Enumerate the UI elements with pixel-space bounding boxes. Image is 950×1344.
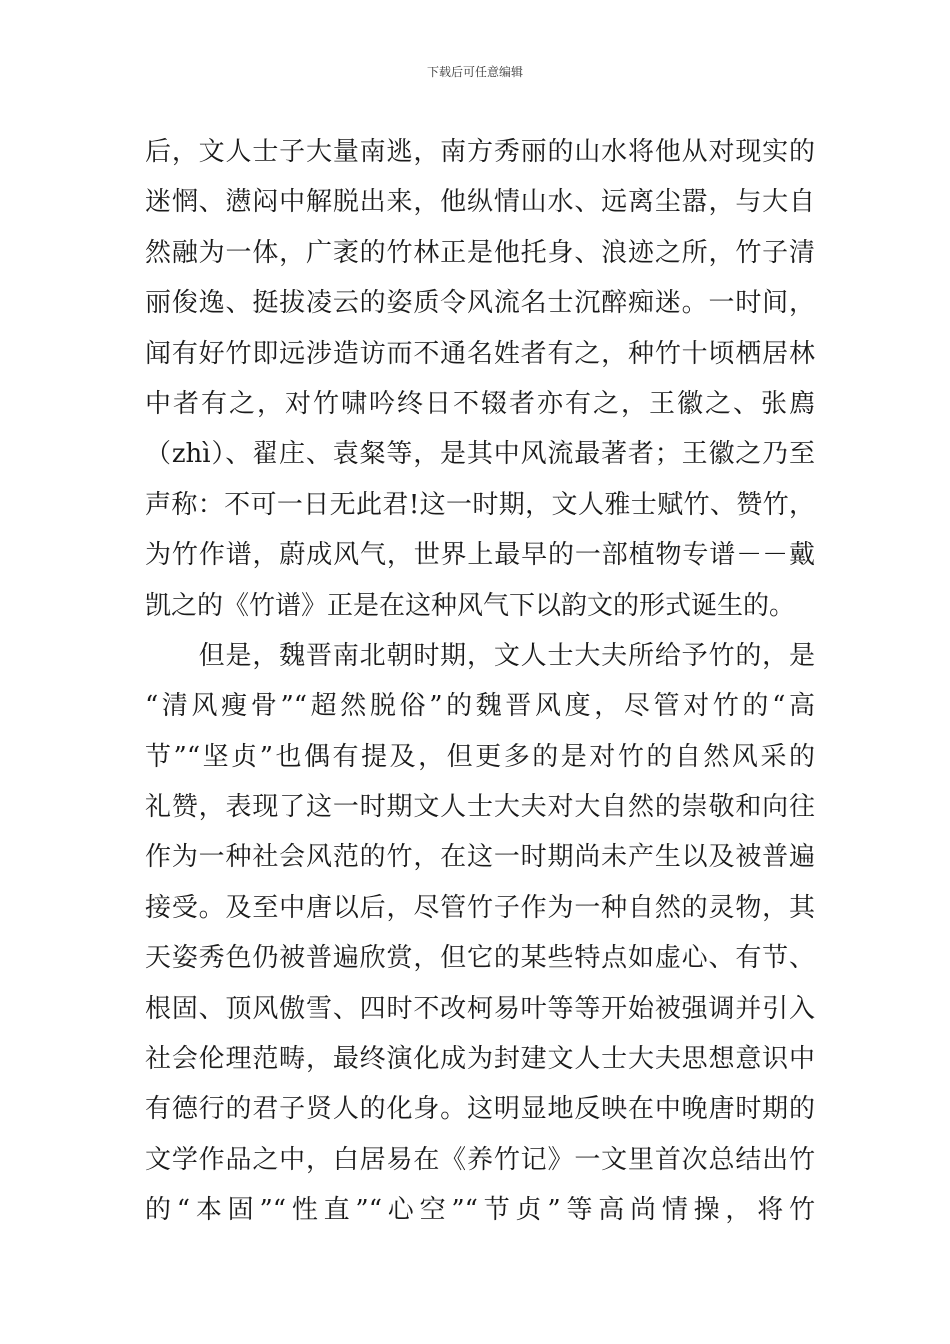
document-body bbox=[145, 127, 815, 1236]
text-line: 根固、顶风傲雪、四时不改柯易叶等等开始被强调并引入 bbox=[145, 993, 815, 1024]
text-line: 丽俊逸、挺拔凌云的姿质令风流名士沉醉痴迷。一时间， bbox=[145, 288, 815, 319]
paragraph-2 bbox=[145, 631, 815, 1236]
text-line: 礼赞，表现了这一时期文人士大夫对大自然的崇敬和向往 bbox=[145, 792, 815, 823]
text-line: 凯之的《竹谱》正是在这种风气下以韵文的形式诞生的。 bbox=[145, 590, 796, 621]
text-line: 有德行的君子贤人的化身。这明显地反映在中晚唐时期的 bbox=[145, 1094, 815, 1125]
text-line: 文学作品之中，白居易在《养竹记》一文里首次总结出竹 bbox=[145, 1144, 815, 1175]
text-line: 中者有之，对竹啸吟终日不辍者亦有之，王徽之、张廌 bbox=[145, 388, 815, 419]
text-line: 迷惘、懑闷中解脱出来，他纵情山水、远离尘嚣，与大自 bbox=[145, 187, 815, 218]
text-line: 节”“坚贞”也偶有提及，但更多的是对竹的自然风采的 bbox=[145, 741, 815, 772]
text-line: 接受。及至中唐以后，尽管竹子作为一种自然的灵物，其 bbox=[145, 892, 815, 923]
text-line: 但是，魏晋南北朝时期，文人士大夫所给予竹的，是 bbox=[145, 640, 815, 671]
text-line: 的“本固”“性直”“心空”“节贞”等高尚情操，将竹 bbox=[145, 1195, 815, 1226]
text-line: 为竹作谱，蔚成风气，世界上最早的一部植物专谱－－戴 bbox=[145, 540, 815, 571]
text-line: 社会伦理范畴，最终演化成为封建文人士大夫思想意识中 bbox=[145, 1044, 815, 1075]
text-line: 后，文人士子大量南逃，南方秀丽的山水将他从对现实的 bbox=[145, 137, 815, 167]
text-line: 闻有好竹即远涉造访而不通名姓者有之，种竹十顷栖居林 bbox=[145, 338, 815, 369]
page-header: 下载后可任意编辑 bbox=[426, 65, 523, 79]
text-line: 然融为一体，广袤的竹林正是他托身、浪迹之所，竹子清 bbox=[145, 237, 815, 268]
text-line: 声称：不可一日无此君!这一时期，文人雅士赋竹、赞竹， bbox=[145, 489, 815, 520]
paragraph-1 bbox=[145, 127, 815, 631]
text-line: 天姿秀色仍被普遍欣赏，但它的某些特点如虚心、有节、 bbox=[145, 943, 815, 974]
text-line: （zhì）、翟庄、袁粲等，是其中风流最著者；王徽之乃至 bbox=[145, 439, 815, 470]
text-line: “清风瘦骨”“超然脱俗”的魏晋风度，尽管对竹的“高 bbox=[145, 691, 815, 722]
text-line: 作为一种社会风范的竹，在这一时期尚未产生以及被普遍 bbox=[145, 842, 815, 873]
